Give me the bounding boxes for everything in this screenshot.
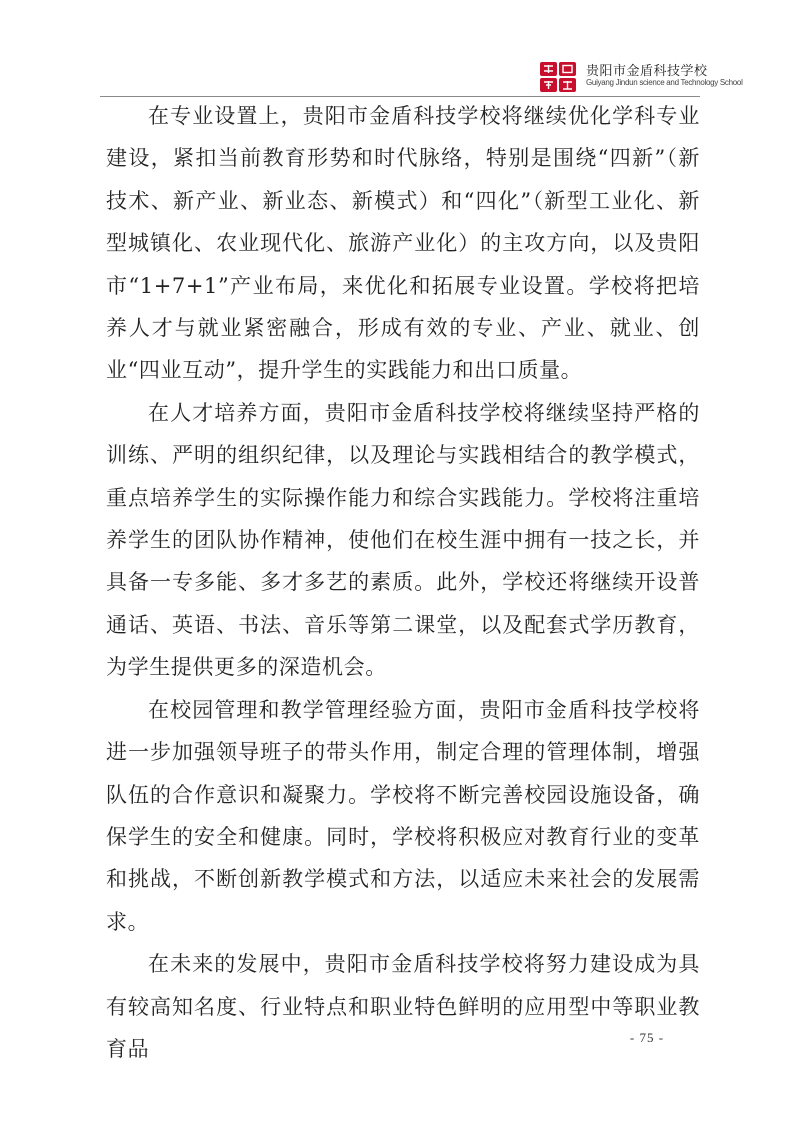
paragraph-future-development: 在未来的发展中，贵阳市金盾科技学校将努力建设成为具有较高知名度、行业特点和职业特色鲜明的应用型中等职业教育品: [106, 952, 700, 1061]
page-header: [0, 56, 794, 96]
page-number: [0, 1030, 794, 1046]
paragraph-campus-management: 在校园管理和教学管理经验方面，贵阳市金盾科技学校将进一步加强领导班子的带头作用，制定合理的管理体制，增强队伍的合作意识和凝聚力。学校将不断完善校园设施设备，确保学生的安全和健康。同时，学校将积极应对教育行业的变革和挑战，不断创新教学模式和方法，以适应未来社会的发展需求。: [106, 697, 700, 934]
school-name-en: Guiyang Jindun science and Technology School: [586, 78, 743, 87]
school-name-cn: 贵阳市金盾科技学校: [586, 64, 708, 79]
paragraph-specialty-setting: 在专业设置上，贵阳市金盾科技学校将继续优化学科专业建设，紧扣当前教育形势和时代脉络，特别是围绕“四新”（新技术、新产业、新业态、新模式）和“四化”（新型工业化、新型城镇化、农业现代化、旅游产业化）的主攻方向，以及贵阳市“1+7+1”产业布局，来优化和拓展专业设置。学校将把培养人才与就业紧密融合，形成有效的专业、产业、就业、创业“四业互动”，提升学生的实践能力和出口质量。: [106, 104, 700, 383]
paragraph-talent-training: 在人才培养方面，贵阳市金盾科技学校将继续坚持严格的训练、严明的组织纪律，以及理论与实践相结合的教学模式，重点培养学生的实际操作能力和综合实践能力。学校将注重培养学生的团队协作精神，使他们在校生涯中拥有一技之长，并具备一专多能、多才多艺的素质。此外，学校还将继续开设普通话、英语、书法、音乐等第二课堂，以及配套式学历教育，为学生提供更多的深造机会。: [106, 400, 700, 680]
page-number-text: - 75 -: [629, 1030, 665, 1045]
school-logo-icon: [540, 62, 576, 92]
body-text: [106, 95, 700, 1070]
